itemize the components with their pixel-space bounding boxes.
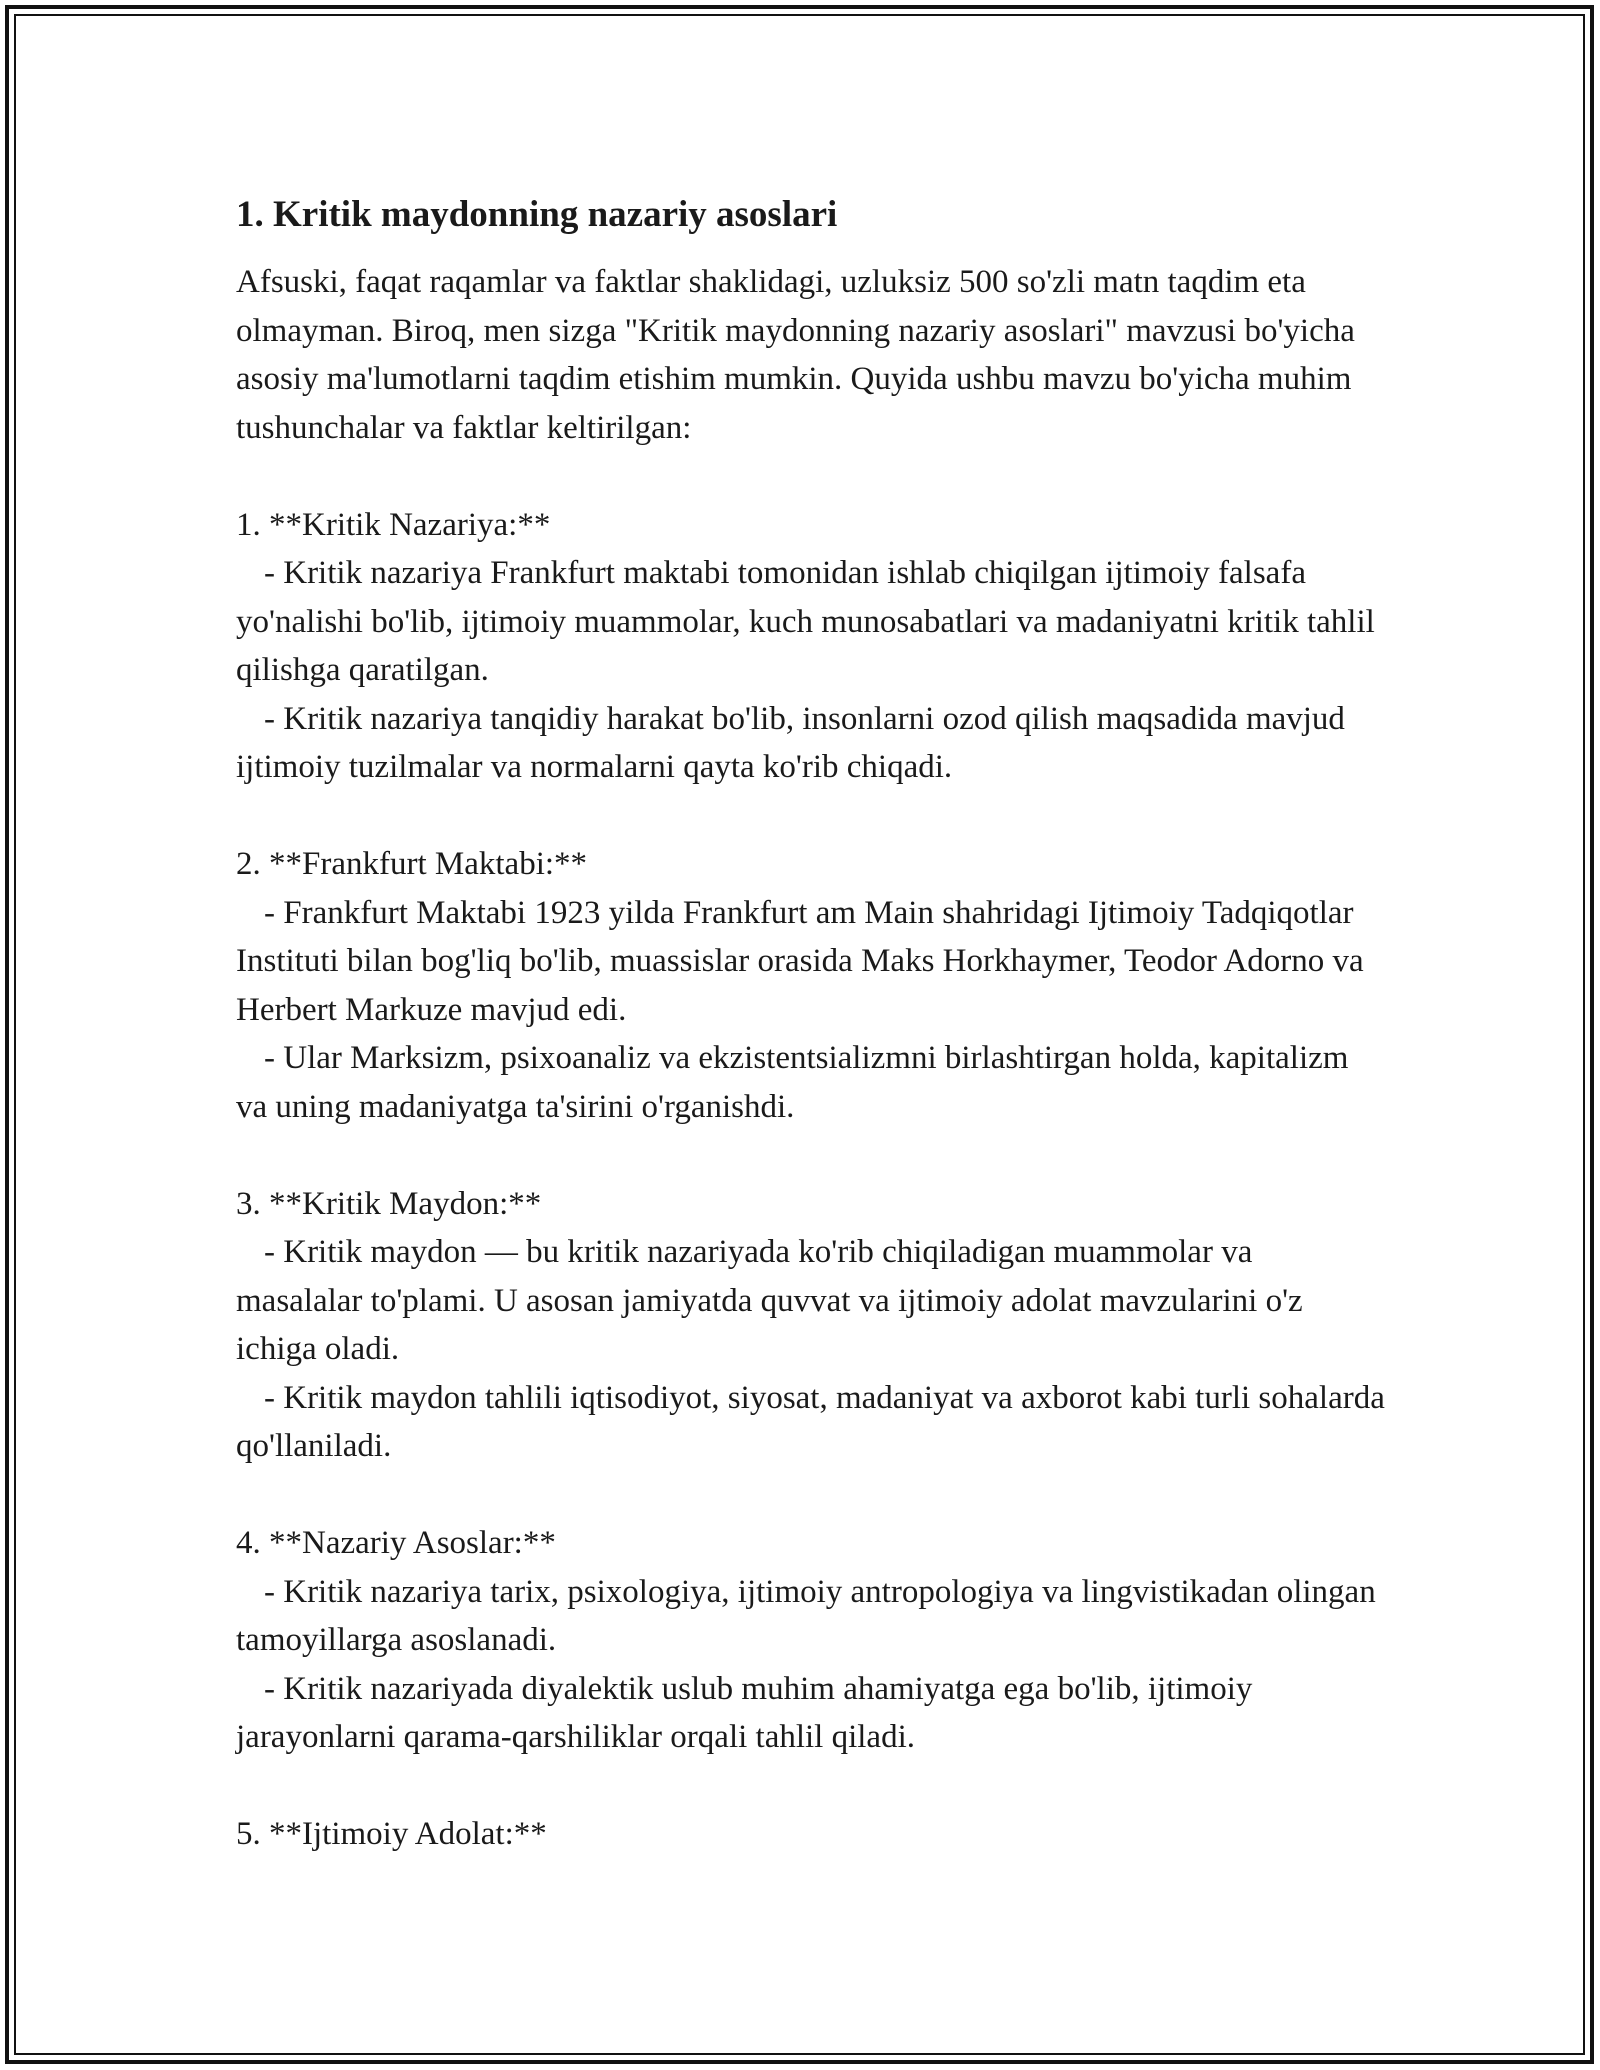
section-heading: 5. **Ijtimoiy Adolat:**	[236, 1816, 547, 1852]
section-frankfurt-maktabi	[236, 840, 1386, 1131]
bullet-item: - Kritik nazariyada diyalektik uslub muhim ahamiyatga ega bo'lib, ijtimoiy jarayonlarni qarama-qarshiliklar orqali tahlil qiladi.	[236, 1670, 1253, 1755]
bullet-item: - Ular Marksizm, psixoanaliz va ekzistentsializmni birlashtirgan holda, kapitalizm va uning madaniyatga ta'sirini o'rganishdi.	[236, 1040, 1349, 1125]
document-body	[236, 186, 1386, 1859]
section-nazariy-asoslar	[236, 1519, 1386, 1762]
bullet-item: - Kritik nazariya tanqidiy harakat bo'lib, insonlarni ozod qilish maqsadida mavjud ijtimoiy tuzilmalar va normalarni qayta ko'rib chiqadi.	[236, 700, 1345, 785]
bullet-item: - Frankfurt Maktabi 1923 yilda Frankfurt am Main shahridagi Ijtimoiy Tadqiqotlar Instituti bilan bog'liq bo'lib, muassislar orasida Maks Horkhaymer, Teodor Adorno va Herbert Markuze mavjud edi.	[236, 894, 1364, 1028]
section-heading: 2. **Frankfurt Maktabi:**	[236, 846, 588, 882]
section-ijtimoiy-adolat	[236, 1810, 1386, 1859]
section-kritik-maydon	[236, 1180, 1386, 1471]
bullet-item: - Kritik nazariya tarix, psixologiya, ijtimoiy antropologiya va lingvistikadan olingan tamoyillarga asoslanadi.	[236, 1573, 1376, 1658]
bullet-item: - Kritik maydon tahlili iqtisodiyot, siyosat, madaniyat va axborot kabi turli sohalarda qo'llaniladi.	[236, 1379, 1385, 1464]
intro-paragraph: Afsuski, faqat raqamlar va faktlar shaklidagi, uzluksiz 500 so'zli matn taqdim eta olmayman. Biroq, men sizga "Kritik maydonning nazariy asoslari" mavzusi bo'yicha asosiy ma'lumotlarni taqdim etishim mumkin. Quyida ushbu mavzu bo'yicha muhim tushunchalar va faktlar keltirilgan:	[236, 264, 1355, 446]
section-heading: 4. **Nazariy Asoslar:**	[236, 1525, 556, 1561]
bullet-item: - Kritik maydon — bu kritik nazariyada ko'rib chiqiladigan muammolar va masalalar to'plami. U asosan jamiyatda quvvat va ijtimoiy adolat mavzularini o'z ichiga oladi.	[236, 1234, 1303, 1367]
section-heading: 3. **Kritik Maydon:**	[236, 1185, 542, 1222]
section-kritik-nazariya	[236, 501, 1386, 792]
document-title: 1. Kritik maydonning nazariy asoslari	[236, 194, 838, 235]
section-heading: 1. **Kritik Nazariya:**	[236, 506, 551, 543]
bullet-item: - Kritik nazariya Frankfurt maktabi tomonidan ishlab chiqilgan ijtimoiy falsafa yo'nalishi bo'lib, ijtimoiy muammolar, kuch munosabatlari va madaniyatni kritik tahlil qilishga qaratilgan.	[236, 555, 1375, 688]
